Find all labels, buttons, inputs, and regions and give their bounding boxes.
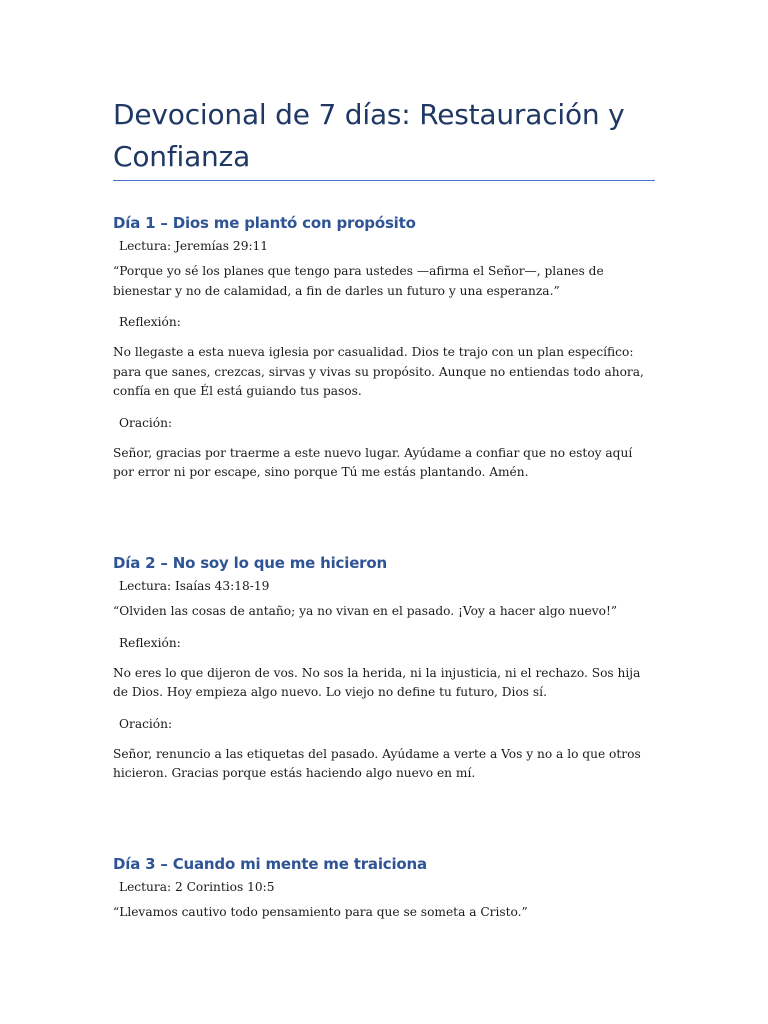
day-1-prayer: Señor, gracias por traerme a este nuevo lugar. Ayúdame a confiar que no estoy aquí por error ni por escape, sino porque Tú me estás plantando. Amén. bbox=[113, 445, 633, 479]
day-1-reflection-label: Reflexión: bbox=[119, 315, 181, 329]
day-3-heading: Día 3 – Cuando mi mente me traiciona bbox=[113, 855, 427, 873]
day-2-section bbox=[113, 552, 655, 784]
day-2-reflection: No eres lo que dijeron de vos. No sos la herida, ni la injusticia, ni el rechazo. Sos hija de Dios. Hoy empieza algo nuevo. Lo viejo no define tu futuro, Dios sí. bbox=[113, 665, 641, 699]
day-2-reflection-label: Reflexión: bbox=[119, 635, 181, 650]
day-2-reading: Lectura: Isaías 43:18-19 bbox=[119, 579, 270, 593]
day-3-section bbox=[113, 853, 655, 923]
day-3-quote: “Llevamos cautivo todo pensamiento para que se someta a Cristo.” bbox=[113, 905, 528, 919]
day-1-reflection: No llegaste a esta nueva iglesia por casualidad. Dios te trajo con un plan específico: para que sanes, crezcas, sirvas y vivas su propósito. Aunque no entiendas todo ahora, confía en que Él está guiando tus pasos. bbox=[113, 345, 644, 398]
day-1-quote: “Porque yo sé los planes que tengo para ustedes —afirma el Señor—, planes de bienestar y no de calamidad, a fin de darles un futuro y una esperanza.” bbox=[113, 264, 604, 298]
day-2-prayer-label: Oración: bbox=[119, 716, 173, 731]
day-2-prayer: Señor, renuncio a las etiquetas del pasado. Ayúdame a verte a Vos y no a lo que otros hicieron. Gracias porque estás haciendo algo nuevo en mí. bbox=[113, 746, 641, 780]
day-1-prayer-label: Oración: bbox=[119, 415, 173, 430]
day-2-heading: Día 2 – No soy lo que me hicieron bbox=[113, 554, 387, 572]
day-2-quote: “Olviden las cosas de antaño; ya no vivan en el pasado. ¡Voy a hacer algo nuevo!” bbox=[113, 604, 618, 618]
title-divider bbox=[113, 180, 655, 181]
day-1-section bbox=[113, 212, 655, 483]
day-1-reading: Lectura: Jeremías 29:11 bbox=[119, 239, 269, 253]
day-3-reading: Lectura: 2 Corintios 10:5 bbox=[119, 880, 275, 894]
day-1-heading: Día 1 – Dios me plantó con propósito bbox=[113, 214, 416, 232]
document-title: Devocional de 7 días: Restauración y Confianza bbox=[113, 98, 625, 173]
